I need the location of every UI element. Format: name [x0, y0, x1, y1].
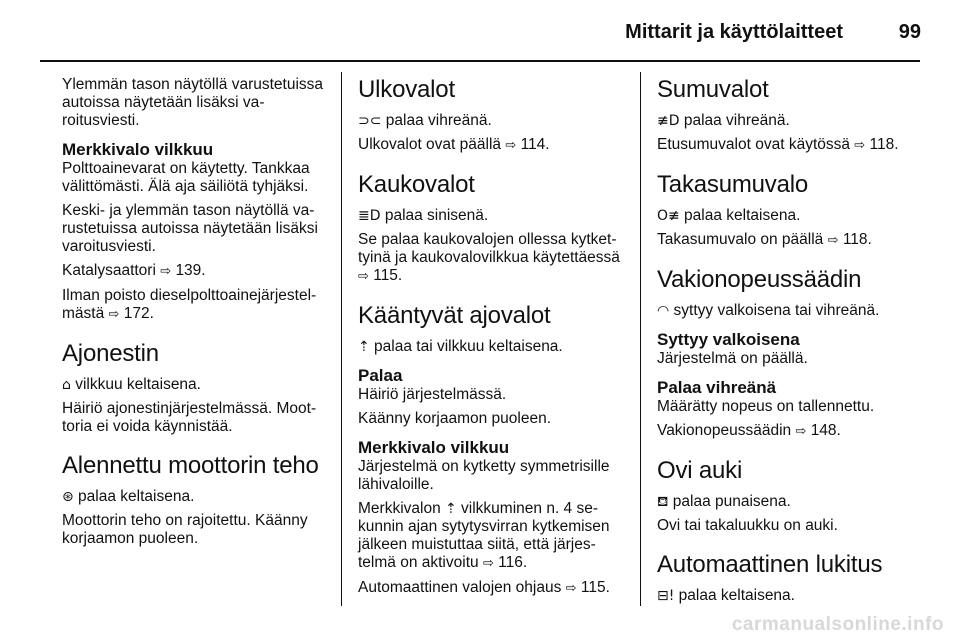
page-ref-icon: ⇨: [505, 138, 517, 153]
column-divider: [640, 72, 641, 606]
fog-light-icon: ≢D: [657, 113, 680, 129]
page-ref-icon: ⇨: [160, 264, 172, 279]
text: Ilman poisto dieselpolttoainejärjestelmästä: [62, 287, 317, 322]
section-title: Vakionopeussäädin: [657, 266, 862, 293]
subheading: Palaa vihreänä: [657, 378, 777, 397]
watermark: carmanualsonline.info: [731, 614, 944, 635]
section-title: Automaattinen lukitus: [657, 551, 883, 578]
paragraph: [62, 488, 326, 506]
text: Ulkovalot ovat päällä: [358, 136, 506, 153]
text: palaa vihreänä.: [381, 112, 492, 129]
high-beam-icon: ≣D: [358, 208, 381, 224]
paragraph: [358, 136, 622, 155]
subheading: Merkkivalo vilkkuu: [358, 438, 510, 457]
section-title: Takasumuvalo: [657, 171, 809, 198]
text: palaa tai vilkkuu keltaisena.: [369, 338, 563, 355]
paragraph: Ovi tai takaluukku on auki.: [657, 517, 838, 534]
page-ref[interactable]: 148.: [810, 422, 841, 439]
text: Katalysaattori: [62, 262, 161, 279]
paragraph: Polttoainevarat on käytetty. Tankkaa välittömästi. Älä aja säiliötä tyhjäksi.: [62, 160, 310, 195]
subheading: Merkkivalo vilkkuu: [62, 140, 214, 159]
paragraph: Häiriö järjestelmässä.: [358, 386, 507, 403]
text: Etusumuvalot ovat käytössä: [657, 136, 855, 153]
paragraph: [657, 422, 921, 441]
text: palaa keltaisena.: [73, 488, 195, 505]
paragraph: [657, 302, 921, 320]
text: vilkkuu keltaisena.: [70, 376, 201, 393]
paragraph: [358, 338, 622, 356]
subheading: Syttyy valkoisena: [657, 330, 800, 349]
paragraph: Määrätty nopeus on tallennettu.: [657, 398, 875, 415]
page-ref-icon: ⇨: [854, 138, 866, 153]
page-ref[interactable]: 116.: [498, 554, 528, 571]
text: palaa sinisenä.: [380, 207, 489, 224]
paragraph: [657, 587, 921, 605]
section-title: Kääntyvät ajovalot: [358, 302, 551, 329]
column-3: [657, 76, 921, 611]
text: syttyy valkoisena tai vihreänä.: [669, 302, 880, 319]
text: Merkkivalon: [358, 500, 445, 517]
section-title: Ulkovalot: [358, 76, 455, 103]
page-ref-icon: ⇨: [565, 581, 577, 596]
text: Automaattinen valojen ohjaus: [358, 579, 566, 596]
header-rule: [40, 60, 920, 62]
text: palaa vihreänä.: [679, 112, 790, 129]
paragraph: Häiriö ajonestinjärjestelmässä. Moottoria ei voida käynnistää.: [62, 400, 317, 435]
text: palaa keltaisena.: [674, 587, 795, 604]
column-divider: [341, 72, 342, 606]
section-title: Ajonestin: [62, 340, 159, 367]
paragraph: [62, 262, 326, 281]
paragraph: [657, 136, 921, 155]
page-ref[interactable]: 114.: [520, 136, 550, 153]
text: palaa keltaisena.: [679, 207, 801, 224]
paragraph: [358, 500, 622, 573]
page-ref[interactable]: 139.: [175, 262, 206, 279]
adaptive-light-icon: ⇡: [445, 501, 457, 517]
paragraph: Moottorin teho on rajoitettu. Käänny korjaamon puoleen.: [62, 512, 308, 547]
paragraph: [657, 112, 921, 130]
page-number: 99: [898, 21, 921, 43]
page-ref-icon: ⇨: [482, 556, 494, 571]
subheading: Palaa: [358, 366, 403, 385]
text: vilkkuminen n. 4 sekunnin ajan sytytysvirran kytkemisen jälkeen muistuttaa siitä, että järjestelmä on aktivoitu: [358, 500, 610, 571]
auto-lock-icon: ⊟!: [657, 588, 675, 604]
section-title: Ovi auki: [657, 457, 743, 484]
page-ref[interactable]: 118.: [869, 136, 899, 153]
page-header: [0, 0, 960, 62]
text: Takasumuvalo on päällä: [657, 231, 828, 248]
paragraph: Ylemmän tason näytöllä varustetuissa autoissa näytetään lisäksi varoitusviesti.: [62, 76, 324, 129]
exterior-light-icon: ⊃⊂: [358, 113, 382, 129]
paragraph: [358, 231, 622, 286]
paragraph: [358, 207, 622, 225]
section-title: Sumuvalot: [657, 76, 769, 103]
page-ref-icon: ⇨: [795, 424, 807, 439]
page-ref-icon: ⇨: [108, 307, 120, 322]
page-ref[interactable]: 118.: [842, 231, 872, 248]
paragraph: [358, 112, 622, 130]
page-ref[interactable]: 172.: [123, 305, 154, 322]
page-ref[interactable]: 115.: [580, 579, 610, 596]
adaptive-light-icon: ⇡: [358, 339, 370, 355]
paragraph: Järjestelmä on kytketty symmetrisille lähivaloille.: [358, 458, 610, 493]
page-title: Mittarit ja käyttölaitteet: [625, 21, 843, 43]
column-1: [62, 76, 326, 554]
engine-power-icon: ⊛: [62, 489, 74, 505]
paragraph: [358, 579, 622, 598]
paragraph: Käänny korjaamon puoleen.: [358, 410, 552, 427]
text: palaa punaisena.: [668, 493, 791, 510]
rear-fog-light-icon: O≢: [657, 208, 680, 224]
page-ref[interactable]: 115.: [373, 267, 403, 284]
column-2: [358, 76, 622, 604]
paragraph: [62, 287, 326, 324]
section-title: Kaukovalot: [358, 171, 475, 198]
door-open-icon: ⛾: [657, 494, 669, 510]
page-ref-icon: ⇨: [358, 269, 369, 284]
paragraph: [62, 376, 326, 394]
paragraph: [657, 231, 921, 250]
paragraph: [657, 207, 921, 225]
page-ref-icon: ⇨: [827, 233, 839, 248]
paragraph: [657, 493, 921, 511]
text: Vakionopeussäädin: [657, 422, 796, 439]
section-title: Alennettu moottorin teho: [62, 452, 319, 479]
text: Se palaa kaukovalojen ollessa kytkettyinä ja kaukovalovilkkua käytettäessä: [358, 231, 620, 266]
paragraph: Järjestelmä on päällä.: [657, 350, 808, 367]
cruise-control-icon: ◠: [657, 303, 670, 319]
paragraph: Keski- ja ylemmän tason näytöllä varustetuissa autoissa näytetään lisäksi varoitusviesti.: [62, 202, 318, 255]
immobilizer-icon: ⌂: [62, 377, 71, 393]
